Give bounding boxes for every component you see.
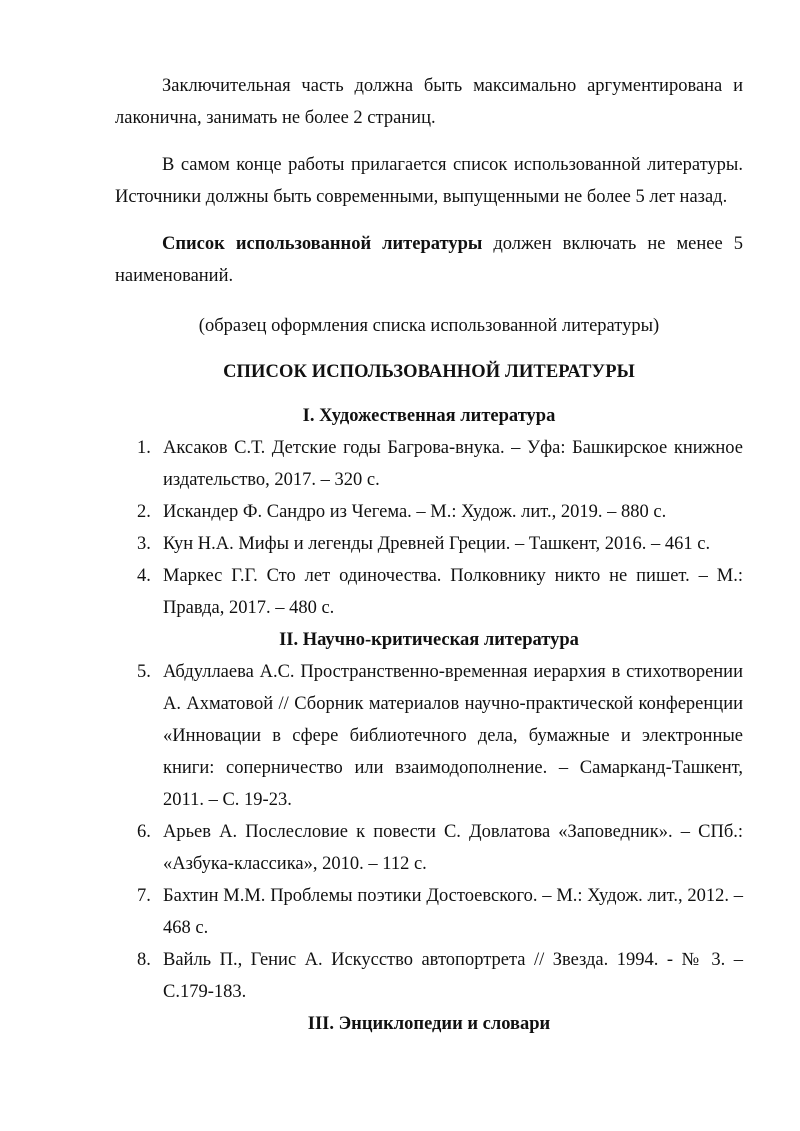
reference-list-criticism — [115, 656, 743, 1008]
reference-item — [115, 528, 743, 560]
document-page — [115, 70, 743, 1040]
reference-text: Аксаков С.Т. Детские годы Багрова-внука. – Уфа: Башкирское книжное издательство, 2017. – 320 с. — [163, 438, 743, 490]
paragraph-references-requirements: В самом конце работы прилагается список использованной литературы. Источники должны быть современными, выпущенными не более 5 лет назад. — [115, 155, 743, 207]
reference-text: Бахтин М.М. Проблемы поэтики Достоевского. – М.: Худож. лит., 2012. – 468 с. — [163, 886, 743, 938]
references-count-text: должен включать не менее 5 наименований. — [115, 234, 743, 286]
sample-note: (образец оформления списка использованной литературы) — [198, 316, 660, 336]
reference-number: 1. — [137, 438, 151, 458]
section-title-fiction: I. Художественная литература — [302, 406, 556, 426]
reference-item — [115, 816, 743, 880]
reference-item — [115, 656, 743, 816]
reference-number: 4. — [137, 566, 151, 586]
reference-number: 6. — [137, 822, 151, 842]
reference-number: 2. — [137, 502, 151, 522]
reference-list-fiction — [115, 432, 743, 624]
reference-text: Арьев А. Послесловие к повести С. Довлатова «Заповедник». – СПб.: «Азбука-классика», 2010. – 112 с. — [163, 822, 743, 874]
reference-text: Вайль П., Генис А. Искусство автопортрета // Звезда. 1994. - № 3. – С.179-183. — [163, 950, 743, 1002]
section-title-encyclopedias: III. Энциклопедии и словари — [307, 1014, 551, 1034]
reference-number: 3. — [137, 534, 151, 554]
reference-number: 5. — [137, 662, 151, 682]
reference-item — [115, 432, 743, 496]
references-title: СПИСОК ИСПОЛЬЗОВАННОЙ ЛИТЕРАТУРЫ — [223, 362, 635, 382]
reference-text: Маркес Г.Г. Сто лет одиночества. Полковнику никто не пишет. – М.: Правда, 2017. – 480 с. — [163, 566, 743, 618]
reference-text: Абдуллаева А.С. Пространственно-временная иерархия в стихотворении А. Ахматовой // Сборник материалов научно-практической конференции «Инновации в сфере библиотечного дела, бумажные и электронные книги: соперничество или взаимодополнение. – Самарканд-Ташкент, 2011. – С. 19-23. — [163, 662, 743, 810]
reference-number: 8. — [137, 950, 151, 970]
reference-item — [115, 560, 743, 624]
section-title-criticism: II. Научно-критическая литература — [279, 630, 579, 650]
reference-item — [115, 880, 743, 944]
references-term-bold: Список использованной литературы — [162, 234, 483, 254]
reference-item — [115, 496, 743, 528]
reference-item — [115, 944, 743, 1008]
paragraph-references-count — [115, 228, 743, 292]
reference-number: 7. — [137, 886, 151, 906]
reference-text: Искандер Ф. Сандро из Чегема. – М.: Худож. лит., 2019. – 880 с. — [163, 502, 667, 522]
paragraph-conclusion: Заключительная часть должна быть максимально аргументирована и лаконична, занимать не более 2 страниц. — [115, 76, 743, 128]
reference-text: Кун Н.А. Мифы и легенды Древней Греции. – Ташкент, 2016. – 461 с. — [163, 534, 711, 554]
